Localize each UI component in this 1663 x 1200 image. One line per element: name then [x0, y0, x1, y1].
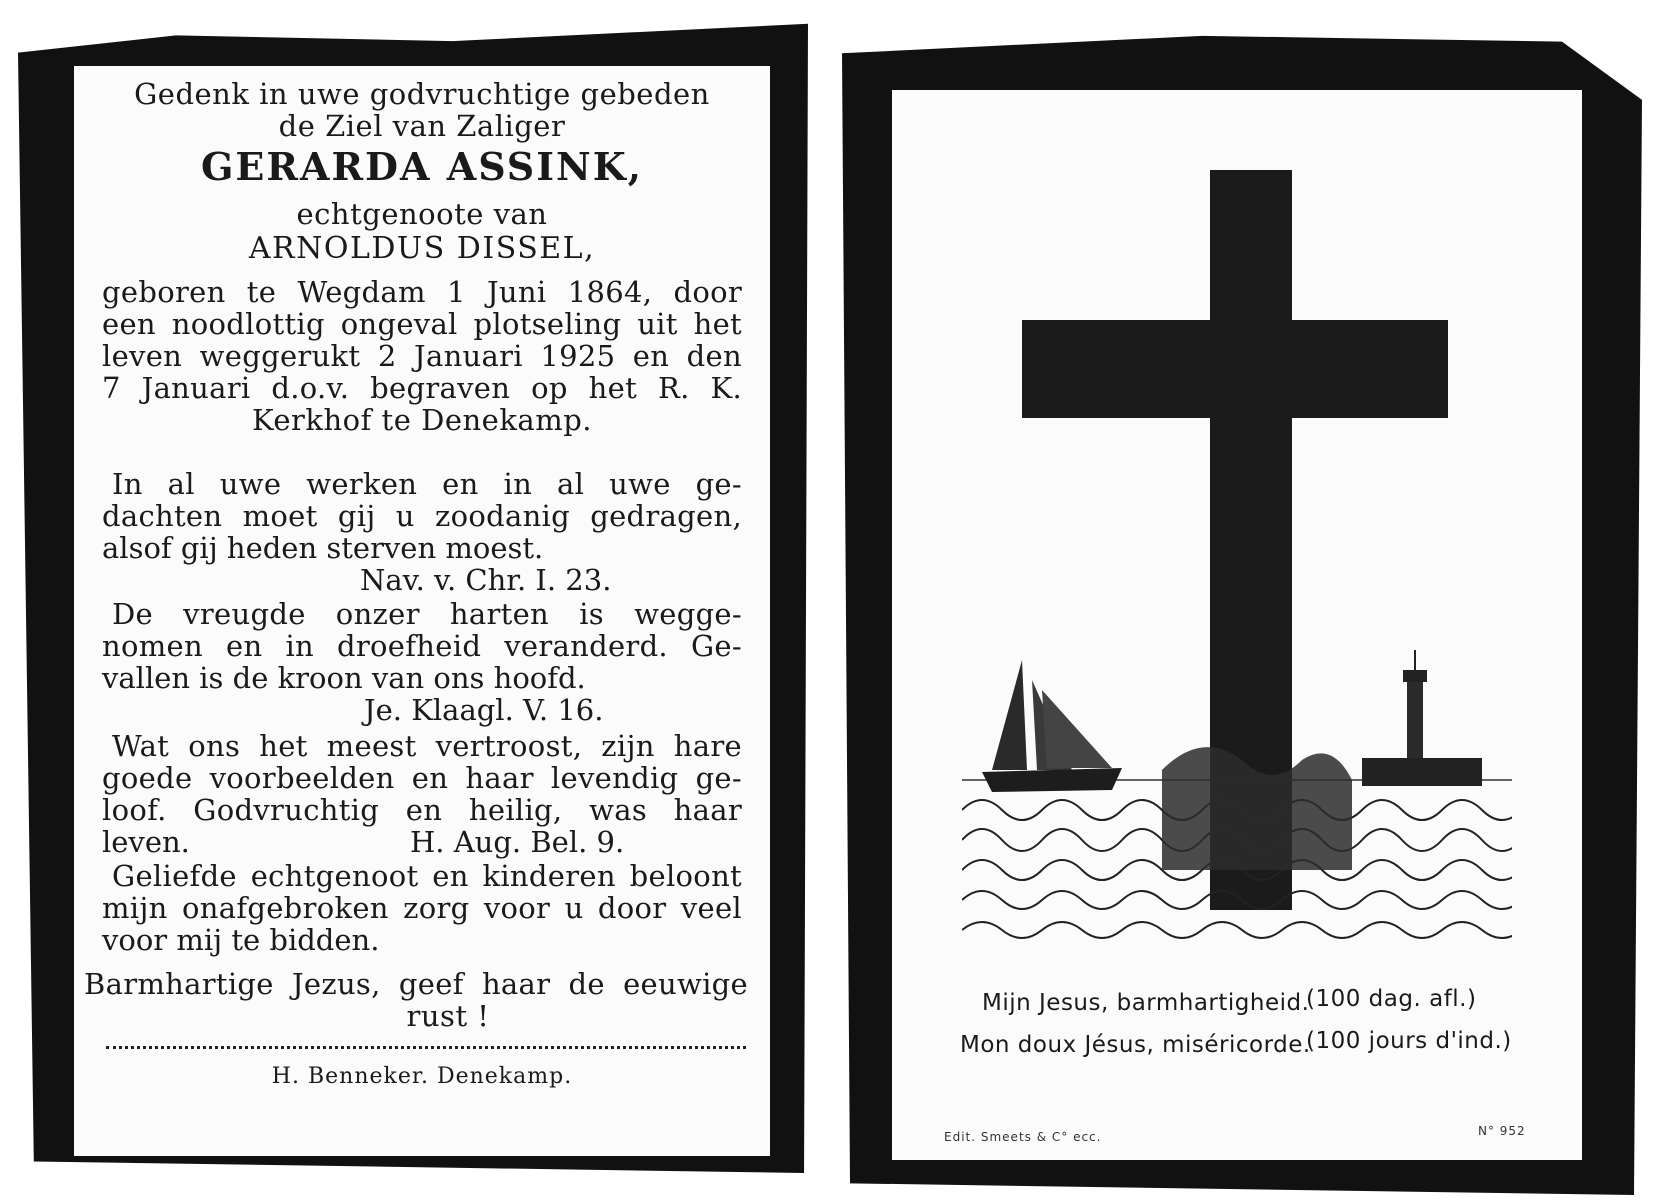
quote-reference: H. Aug. Bel. 9.	[410, 825, 625, 859]
quote-reference: Je. Klaagl. V. 16.	[364, 693, 604, 727]
closing-prayer: rust !	[406, 999, 490, 1033]
publisher-credit: Edit. Smeets & C° ecc.	[944, 1130, 1102, 1144]
quote-line: dachten moet gij u zoodanig gedragen,	[102, 499, 742, 533]
quote-line: vallen is de kroon van ons hoofd.	[102, 661, 586, 695]
relation-line: echtgenoote van	[296, 197, 548, 231]
bio-line: Kerkhof te Denekamp.	[251, 403, 592, 437]
deceased-name: GERARDA ASSINK,	[200, 144, 644, 189]
intro-line: Gedenk in uwe godvruchtige gebeden	[134, 77, 710, 111]
quote-reference: Nav. v. Chr. I. 23.	[360, 563, 612, 597]
quote-line: In al uwe werken en in al uwe ge-	[112, 467, 742, 501]
card-number: N° 952	[1478, 1124, 1526, 1138]
quote-line: loof. Godvruchtig en heilig, was haar	[102, 793, 742, 827]
bio-line: 7 Januari d.o.v. begraven op het R. K.	[102, 371, 742, 405]
quote-line: voor mij te bidden.	[102, 923, 380, 957]
quote-line: Wat ons het meest vertroost, zijn hare	[112, 729, 742, 763]
quote-line: alsof gij heden sterven moest.	[102, 531, 544, 565]
spouse-name: ARNOLDUS DISSEL,	[248, 231, 596, 266]
prayer-dutch: Mijn Jesus, barmhartigheid.	[982, 990, 1310, 1016]
quote-line: Geliefde echtgenoot en kinderen beloont	[112, 859, 742, 893]
indulgence-french: (100 jours d'ind.)	[1306, 1028, 1512, 1054]
quote-line: goede voorbeelden en haar levendig ge-	[102, 761, 742, 795]
quote-line: leven.	[102, 825, 190, 859]
cross-horizontal-beam	[1022, 320, 1448, 418]
intro-line-2: de Ziel van Zaliger	[278, 109, 566, 143]
indulgence-dutch: (100 dag. afl.)	[1306, 986, 1477, 1012]
quote-line: nomen en in droefheid veranderd. Ge-	[102, 629, 742, 663]
printer-credit: H. Benneker. Denekamp.	[271, 1064, 573, 1089]
closing-prayer: Barmhartige Jezus, geef haar de eeuwige	[84, 967, 748, 1001]
dotted-divider	[106, 1046, 746, 1049]
sailboat-icon	[982, 660, 1122, 792]
bio-line: leven weggerukt 2 Januari 1925 en den	[102, 339, 742, 373]
memorial-card-text-panel	[74, 66, 770, 1156]
lighthouse-icon	[1362, 650, 1482, 786]
quote-line: mijn onafgebroken zorg voor u door veel	[102, 891, 742, 925]
quote-line: De vreugde onzer harten is wegge-	[112, 597, 742, 631]
bio-line: een noodlottig ongeval plotseling uit het	[102, 307, 742, 341]
devotional-image-panel	[892, 90, 1582, 1160]
prayer-french: Mon doux Jésus, miséricorde.	[960, 1032, 1311, 1058]
bio-line: geboren te Wegdam 1 Juni 1864, door	[102, 275, 742, 309]
seascape-illustration	[962, 650, 1512, 970]
